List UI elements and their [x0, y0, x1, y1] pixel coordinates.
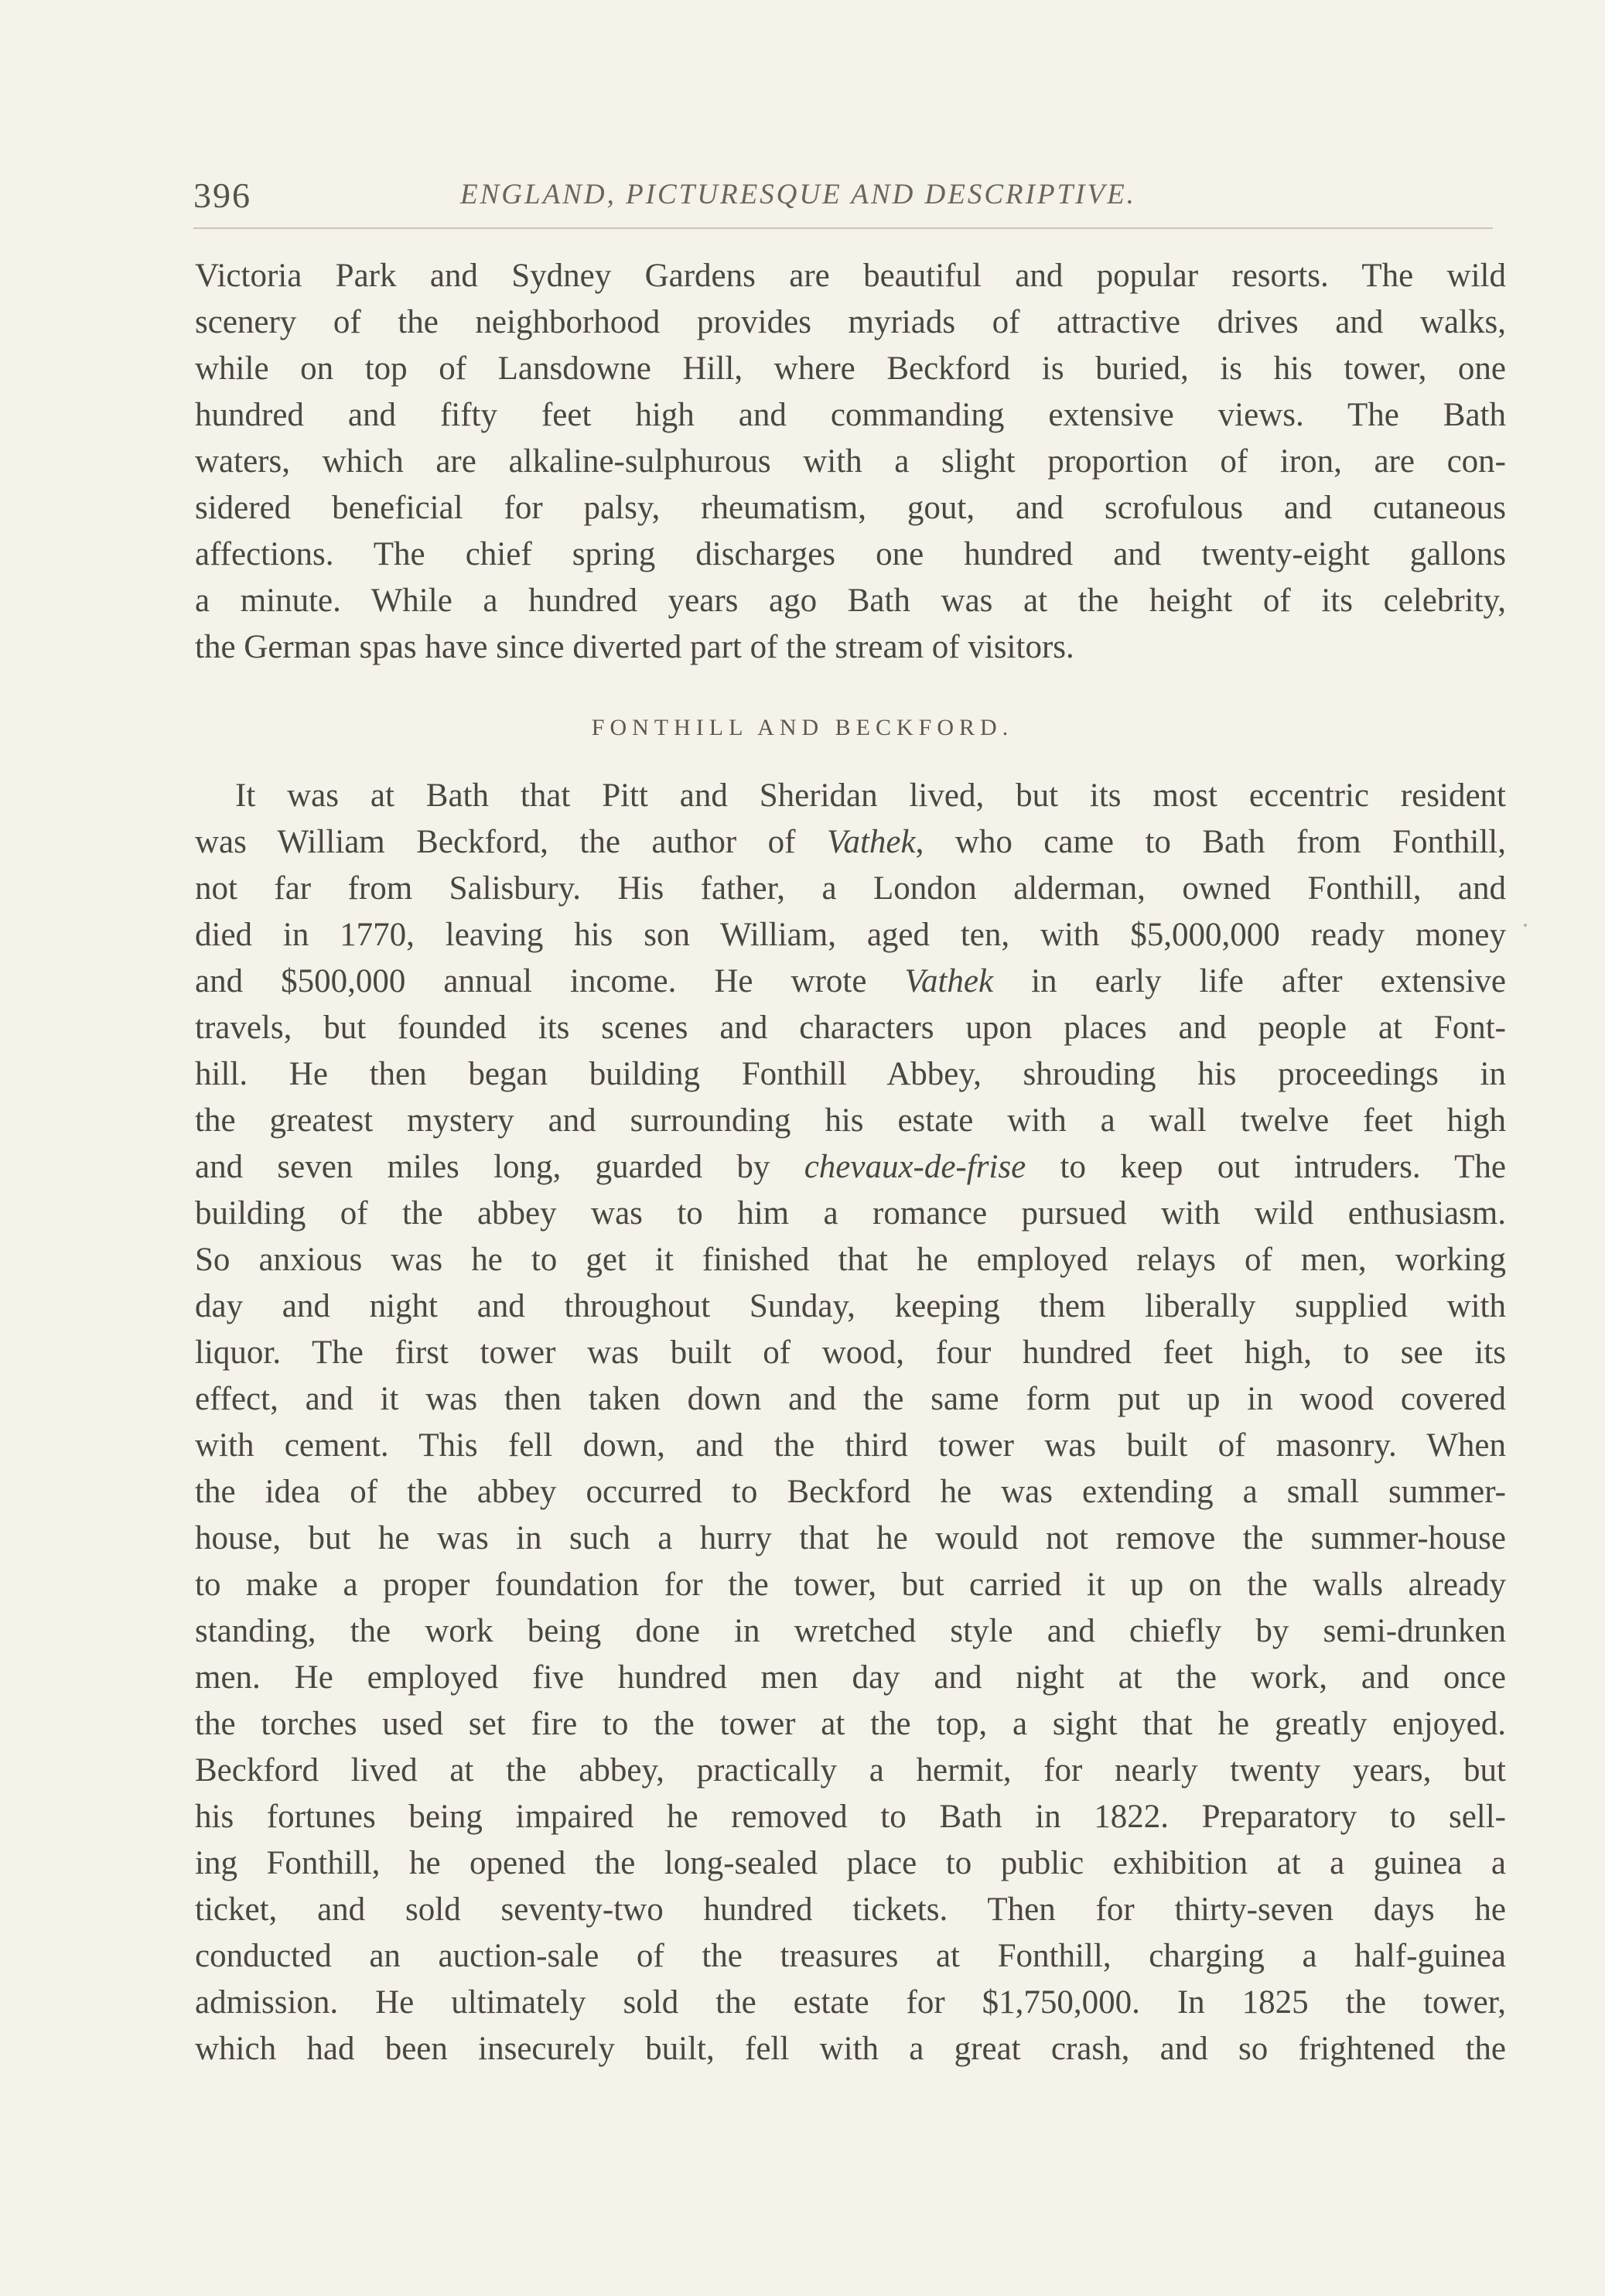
text-line: ing Fonthill, he opened the long-sealed place to public exhibition at a guinea a	[195, 1845, 1506, 1881]
italic-term: chevaux-de-frise	[804, 1149, 1026, 1185]
text-line: died in 1770, leaving his son William, aged ten, with $5,000,000 ready money	[195, 917, 1506, 953]
text-line: house, but he was in such a hurry that he would not remove the summer-house	[195, 1520, 1506, 1556]
section-heading: FONTHILL AND BECKFORD.	[591, 715, 1014, 740]
running-title: ENGLAND, PICTURESQUE AND DESCRIPTIVE.	[460, 179, 1136, 210]
text-line: waters, which are alkaline-sulphurous with a slight proportion of iron, are con-	[195, 443, 1506, 480]
paragraph-fonthill	[195, 773, 1506, 2072]
text-line: not far from Salisbury. His father, a London alderman, owned Fonthill, and	[195, 870, 1506, 907]
text-line: scenery of the neighborhood provides myriads of attractive drives and walks,	[195, 304, 1506, 340]
text-line: ticket, and sold seventy-two hundred tickets. Then for thirty-seven days he	[195, 1891, 1506, 1928]
running-head	[193, 175, 1493, 221]
text-line: hundred and fifty feet high and commanding extensive views. The Bath	[195, 397, 1506, 433]
paragraph-bath	[195, 253, 1506, 671]
text-line: effect, and it was then taken down and the same form put up in wood covered	[195, 1381, 1506, 1417]
text-line: travels, but founded its scenes and characters upon places and people at Font-	[195, 1010, 1506, 1046]
text-line: and seven miles long, guarded by chevaux-de-frise to keep out intruders. The	[195, 1149, 1506, 1185]
text-line: building of the abbey was to him a romance pursued with wild enthusiasm.	[195, 1195, 1506, 1232]
text-line: the German spas have since diverted part of the stream of visitors.	[195, 629, 1074, 665]
text-line: standing, the work being done in wretched style and chiefly by semi-drunken	[195, 1613, 1506, 1649]
text-line: Beckford lived at the abbey, practically a hermit, for nearly twenty years, but	[195, 1752, 1506, 1789]
text-line: and $500,000 annual income. He wrote Vathek in early life after extensive	[195, 963, 1507, 999]
text-line: It was at Bath that Pitt and Sheridan lived, but its most eccentric resident	[235, 777, 1506, 814]
text-line: the torches used set fire to the tower at the top, a sight that he greatly enjoyed.	[195, 1706, 1506, 1742]
text-line: which had been insecurely built, fell with a great crash, and so frightened the	[195, 2031, 1506, 2067]
text-line: to make a proper foundation for the tower, but carried it up on the walls already	[195, 1567, 1506, 1603]
text-line: affections. The chief spring discharges one hundred and twenty-eight gallons	[195, 536, 1506, 572]
text-line: So anxious was he to get it finished that he employed relays of men, working	[195, 1242, 1506, 1278]
text-line: sidered beneficial for palsy, rheumatism, gout, and scrofulous and cutaneous	[195, 490, 1506, 526]
text-line: the idea of the abbey occurred to Beckford he was extending a small summer-	[195, 1474, 1506, 1510]
text-line: the greatest mystery and surrounding his estate with a wall twelve feet high	[195, 1102, 1506, 1139]
text-line: hill. He then began building Fonthill Abbey, shrouding his proceedings in	[195, 1056, 1506, 1092]
italic-term: Vathek	[826, 824, 916, 860]
margin-speck	[1524, 924, 1527, 927]
text-line: Victoria Park and Sydney Gardens are beautiful and popular resorts. The wild	[195, 258, 1506, 294]
text-line: men. He employed five hundred men day and night at the work, and once	[195, 1659, 1506, 1696]
text-line: his fortunes being impaired he removed to Bath in 1822. Preparatory to sell-	[195, 1799, 1506, 1835]
text-line: liquor. The first tower was built of wood, four hundred feet high, to see its	[195, 1334, 1506, 1371]
text-line: with cement. This fell down, and the third tower was built of masonry. When	[195, 1427, 1506, 1464]
page-number: 396	[193, 176, 251, 215]
text-line: a minute. While a hundred years ago Bath was at the height of its celebrity,	[195, 583, 1506, 619]
text-line: was William Beckford, the author of Vathek, who came to Bath from Fonthill,	[195, 824, 1506, 860]
italic-term: Vathek	[904, 963, 994, 999]
header-rule	[193, 227, 1493, 229]
text-line: while on top of Lansdowne Hill, where Beckford is buried, is his tower, one	[195, 350, 1506, 387]
text-line: conducted an auction-sale of the treasures at Fonthill, charging a half-guinea	[195, 1938, 1506, 1974]
text-line: day and night and throughout Sunday, keeping them liberally supplied with	[195, 1288, 1506, 1324]
text-line: admission. He ultimately sold the estate for $1,750,000. In 1825 the tower,	[195, 1984, 1506, 2021]
